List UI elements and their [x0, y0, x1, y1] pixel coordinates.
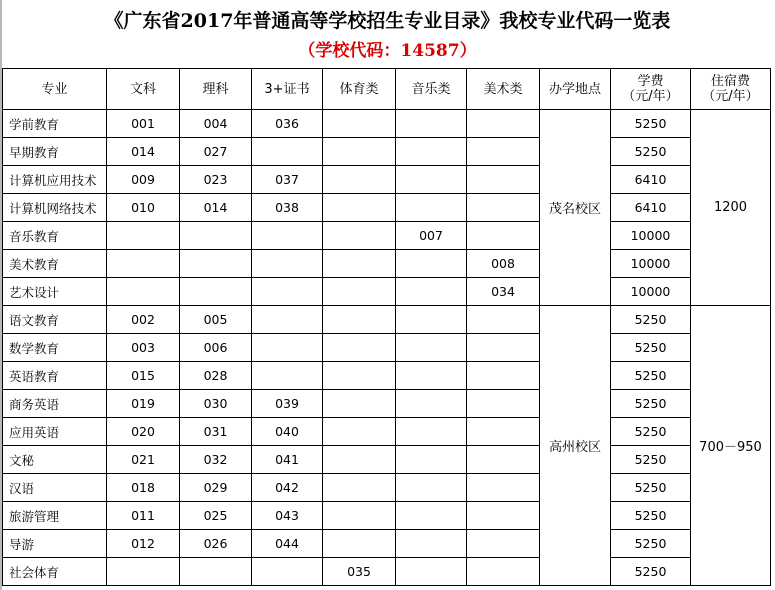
table-row	[3, 390, 771, 418]
like-code-cell: 030	[180, 390, 252, 418]
table-row	[3, 278, 771, 306]
like-code-cell: 031	[180, 418, 252, 446]
major-cell: 应用英语	[3, 418, 107, 446]
like-code-cell: 014	[180, 194, 252, 222]
wenke-code-cell: 009	[107, 166, 180, 194]
header-row	[3, 69, 771, 110]
wenke-code-cell	[107, 222, 180, 250]
zhengshu-code-cell: 041	[252, 446, 323, 474]
zhengshu-code-cell: 042	[252, 474, 323, 502]
tiyu-code-cell	[323, 306, 396, 334]
zhengshu-code-cell: 043	[252, 502, 323, 530]
tiyu-code-cell	[323, 502, 396, 530]
col-header-like: 理科	[180, 69, 252, 110]
table-row	[3, 418, 771, 446]
wenke-code-cell: 018	[107, 474, 180, 502]
meishu-code-cell: 034	[467, 278, 540, 306]
tiyu-code-cell	[323, 446, 396, 474]
meishu-code-cell	[467, 138, 540, 166]
yinyue-code-cell	[396, 558, 467, 586]
like-code-cell	[180, 250, 252, 278]
tuition-cell: 5250	[611, 138, 691, 166]
tuition-cell: 10000	[611, 250, 691, 278]
table-row	[3, 166, 771, 194]
meishu-code-cell	[467, 530, 540, 558]
lodging-cell: 1200	[691, 110, 771, 306]
like-code-cell: 026	[180, 530, 252, 558]
meishu-code-cell	[467, 446, 540, 474]
like-code-cell	[180, 558, 252, 586]
tuition-cell: 5250	[611, 446, 691, 474]
meishu-code-cell	[467, 222, 540, 250]
tiyu-code-cell	[323, 390, 396, 418]
like-code-cell: 032	[180, 446, 252, 474]
yinyue-code-cell	[396, 166, 467, 194]
col-header-tiyu: 体育类	[323, 69, 396, 110]
tuition-cell: 5250	[611, 502, 691, 530]
wenke-code-cell: 014	[107, 138, 180, 166]
tiyu-code-cell	[323, 222, 396, 250]
table-row	[3, 502, 771, 530]
major-cell: 计算机应用技术	[3, 166, 107, 194]
zhengshu-code-cell: 040	[252, 418, 323, 446]
zhengshu-code-cell: 038	[252, 194, 323, 222]
major-cell: 汉语	[3, 474, 107, 502]
col-header-wenke: 文科	[107, 69, 180, 110]
col-header-campus: 办学地点	[540, 69, 611, 110]
yinyue-code-cell	[396, 474, 467, 502]
major-code-table	[2, 68, 771, 586]
tuition-cell: 10000	[611, 222, 691, 250]
wenke-code-cell: 001	[107, 110, 180, 138]
tiyu-code-cell	[323, 250, 396, 278]
tiyu-code-cell	[323, 362, 396, 390]
table-row	[3, 306, 771, 334]
zhengshu-code-cell	[252, 362, 323, 390]
tuition-cell: 6410	[611, 194, 691, 222]
wenke-code-cell: 015	[107, 362, 180, 390]
yinyue-code-cell	[396, 334, 467, 362]
tuition-cell: 5250	[611, 306, 691, 334]
wenke-code-cell	[107, 278, 180, 306]
meishu-code-cell	[467, 390, 540, 418]
tiyu-code-cell	[323, 110, 396, 138]
major-cell: 美术教育	[3, 250, 107, 278]
meishu-code-cell	[467, 334, 540, 362]
major-cell: 计算机网络技术	[3, 194, 107, 222]
like-code-cell: 023	[180, 166, 252, 194]
table-row	[3, 362, 771, 390]
zhengshu-code-cell: 044	[252, 530, 323, 558]
col-header-meishu: 美术类	[467, 69, 540, 110]
meishu-code-cell	[467, 362, 540, 390]
major-cell: 早期教育	[3, 138, 107, 166]
col-header-yinyue: 音乐类	[396, 69, 467, 110]
tiyu-code-cell	[323, 278, 396, 306]
major-cell: 社会体育	[3, 558, 107, 586]
tiyu-code-cell	[323, 138, 396, 166]
zhengshu-code-cell: 037	[252, 166, 323, 194]
table-row	[3, 474, 771, 502]
like-code-cell: 027	[180, 138, 252, 166]
table-row	[3, 558, 771, 586]
zhengshu-code-cell: 036	[252, 110, 323, 138]
like-code-cell: 006	[180, 334, 252, 362]
table-row	[3, 446, 771, 474]
yinyue-code-cell	[396, 306, 467, 334]
major-cell: 文秘	[3, 446, 107, 474]
wenke-code-cell: 011	[107, 502, 180, 530]
tiyu-code-cell	[323, 166, 396, 194]
table-row	[3, 138, 771, 166]
meishu-code-cell: 008	[467, 250, 540, 278]
wenke-code-cell	[107, 250, 180, 278]
like-code-cell	[180, 278, 252, 306]
tiyu-code-cell	[323, 418, 396, 446]
zhengshu-code-cell	[252, 250, 323, 278]
tiyu-code-cell	[323, 474, 396, 502]
yinyue-code-cell	[396, 194, 467, 222]
zhengshu-code-cell	[252, 306, 323, 334]
tiyu-code-cell	[323, 530, 396, 558]
major-cell: 语文教育	[3, 306, 107, 334]
yinyue-code-cell	[396, 250, 467, 278]
meishu-code-cell	[467, 474, 540, 502]
yinyue-code-cell	[396, 446, 467, 474]
zhengshu-code-cell	[252, 334, 323, 362]
tuition-cell: 5250	[611, 390, 691, 418]
meishu-code-cell	[467, 110, 540, 138]
zhengshu-code-cell	[252, 558, 323, 586]
table-row	[3, 250, 771, 278]
major-cell: 音乐教育	[3, 222, 107, 250]
meishu-code-cell	[467, 418, 540, 446]
col-header-major: 专业	[3, 69, 107, 110]
school-code-subtitle: （学校代码：14587）	[298, 41, 477, 61]
yinyue-code-cell: 007	[396, 222, 467, 250]
meishu-code-cell	[467, 502, 540, 530]
col-header-tuition: 学费 （元/年）	[611, 69, 691, 110]
table-row	[3, 334, 771, 362]
tuition-cell: 5250	[611, 418, 691, 446]
like-code-cell: 005	[180, 306, 252, 334]
like-code-cell	[180, 222, 252, 250]
wenke-code-cell	[107, 558, 180, 586]
major-cell: 艺术设计	[3, 278, 107, 306]
yinyue-code-cell	[396, 390, 467, 418]
tuition-cell: 5250	[611, 110, 691, 138]
like-code-cell: 004	[180, 110, 252, 138]
wenke-code-cell: 002	[107, 306, 180, 334]
like-code-cell: 029	[180, 474, 252, 502]
yinyue-code-cell	[396, 418, 467, 446]
major-cell: 英语教育	[3, 362, 107, 390]
tiyu-code-cell: 035	[323, 558, 396, 586]
meishu-code-cell	[467, 306, 540, 334]
zhengshu-code-cell	[252, 222, 323, 250]
wenke-code-cell: 020	[107, 418, 180, 446]
wenke-code-cell: 003	[107, 334, 180, 362]
table-row	[3, 194, 771, 222]
yinyue-code-cell	[396, 138, 467, 166]
table-row	[3, 110, 771, 138]
tiyu-code-cell	[323, 334, 396, 362]
major-cell: 导游	[3, 530, 107, 558]
campus-cell: 茂名校区	[540, 110, 611, 306]
yinyue-code-cell	[396, 278, 467, 306]
meishu-code-cell	[467, 166, 540, 194]
page-title: 《广东省2017年普通高等学校招生专业目录》我校专业代码一览表	[104, 10, 671, 32]
zhengshu-code-cell: 039	[252, 390, 323, 418]
zhengshu-code-cell	[252, 278, 323, 306]
yinyue-code-cell	[396, 502, 467, 530]
wenke-code-cell: 019	[107, 390, 180, 418]
campus-cell: 高州校区	[540, 306, 611, 586]
major-cell: 学前教育	[3, 110, 107, 138]
meishu-code-cell	[467, 194, 540, 222]
wenke-code-cell: 012	[107, 530, 180, 558]
like-code-cell: 025	[180, 502, 252, 530]
table-body	[3, 110, 771, 586]
wenke-code-cell: 021	[107, 446, 180, 474]
table-row	[3, 222, 771, 250]
yinyue-code-cell	[396, 362, 467, 390]
tiyu-code-cell	[323, 194, 396, 222]
col-header-zhengshu: 3+证书	[252, 69, 323, 110]
yinyue-code-cell	[396, 530, 467, 558]
major-cell: 数学教育	[3, 334, 107, 362]
like-code-cell: 028	[180, 362, 252, 390]
tuition-cell: 5250	[611, 474, 691, 502]
table-row	[3, 530, 771, 558]
wenke-code-cell: 010	[107, 194, 180, 222]
tuition-cell: 5250	[611, 530, 691, 558]
tuition-cell: 5250	[611, 362, 691, 390]
tuition-cell: 10000	[611, 278, 691, 306]
meishu-code-cell	[467, 558, 540, 586]
col-header-lodging: 住宿费 （元/年）	[691, 69, 771, 110]
yinyue-code-cell	[396, 110, 467, 138]
tuition-cell: 6410	[611, 166, 691, 194]
major-cell: 商务英语	[3, 390, 107, 418]
zhengshu-code-cell	[252, 138, 323, 166]
tuition-cell: 5250	[611, 558, 691, 586]
major-cell: 旅游管理	[3, 502, 107, 530]
lodging-cell: 700－950	[691, 306, 771, 586]
tuition-cell: 5250	[611, 334, 691, 362]
